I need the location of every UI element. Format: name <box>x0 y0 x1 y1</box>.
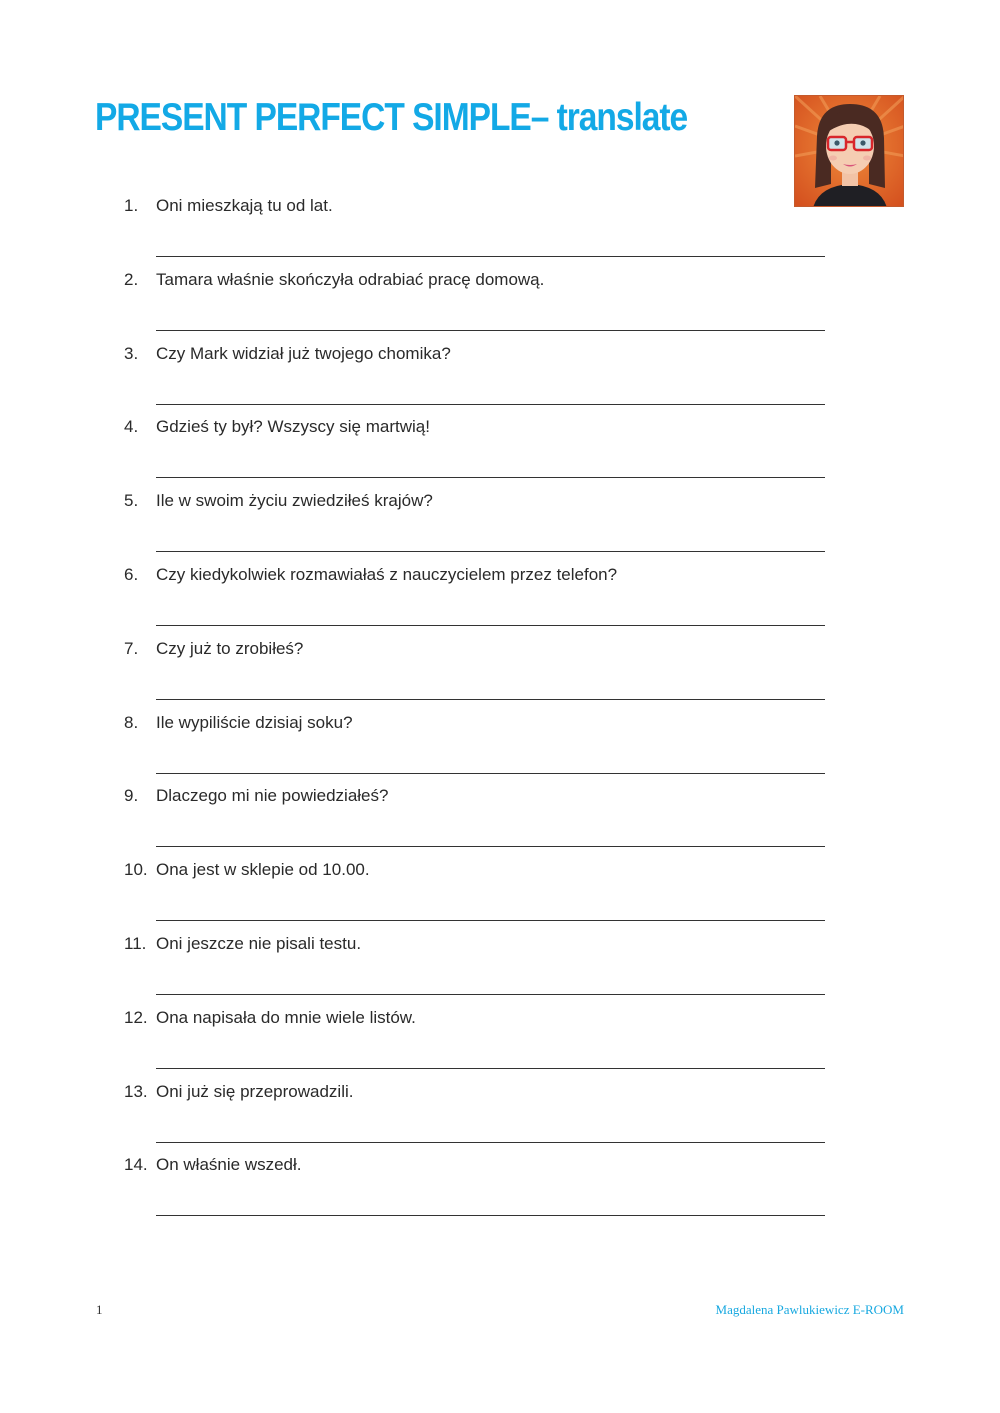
question-item <box>124 417 844 487</box>
answer-line[interactable] <box>156 1142 825 1143</box>
question-text: Dlaczego mi nie powiedziałeś? <box>156 786 389 806</box>
answer-line[interactable] <box>156 256 825 257</box>
question-item <box>124 713 844 783</box>
question-text: On właśnie wszedł. <box>156 1155 302 1175</box>
question-number: 8. <box>124 712 139 732</box>
question-number: 6. <box>124 565 139 584</box>
answer-line[interactable] <box>156 477 825 478</box>
question-number: 13. <box>124 1081 148 1101</box>
question-number: 2. <box>124 269 139 289</box>
question-item <box>124 196 844 266</box>
question-text: Czy Mark widział już twojego chomika? <box>156 343 451 363</box>
question-number: 14. <box>124 1155 148 1175</box>
answer-line[interactable] <box>156 773 825 774</box>
question-number: 1. <box>124 196 139 215</box>
question-text: Ona napisała do mnie wiele listów. <box>156 1007 416 1027</box>
answer-line[interactable] <box>156 330 825 331</box>
question-text: Ona jest w sklepie od 10.00. <box>156 860 370 880</box>
question-number: 10. <box>124 860 148 880</box>
question-item <box>124 1008 844 1078</box>
question-item <box>124 639 844 709</box>
question-text: Ile wypiliście dzisiaj soku? <box>156 712 353 732</box>
page-title: PRESENT PERFECT SIMPLE– translate <box>95 96 688 139</box>
question-item <box>124 786 844 856</box>
answer-line[interactable] <box>156 994 825 995</box>
question-item <box>124 565 844 635</box>
question-item <box>124 1155 844 1225</box>
answer-line[interactable] <box>156 551 825 552</box>
page-number: 1 <box>96 1302 103 1317</box>
answer-line[interactable] <box>156 404 825 405</box>
footer-author: Magdalena Pawlukiewicz E-ROOM <box>715 1302 904 1317</box>
question-text: Oni mieszkają tu od lat. <box>156 196 333 215</box>
question-item <box>124 1082 844 1152</box>
question-number: 5. <box>124 491 139 511</box>
answer-line[interactable] <box>156 920 825 921</box>
question-item <box>124 491 844 561</box>
question-text: Oni jeszcze nie pisali testu. <box>156 934 362 953</box>
question-text: Tamara właśnie skończyła odrabiać pracę domową. <box>156 269 545 289</box>
answer-line[interactable] <box>156 699 825 700</box>
answer-line[interactable] <box>156 846 825 847</box>
question-text: Czy kiedykolwiek rozmawiałaś z nauczycielem przez telefon? <box>156 565 618 584</box>
answer-line[interactable] <box>156 1068 825 1069</box>
question-item <box>124 860 844 930</box>
question-number: 4. <box>124 417 139 437</box>
answer-line[interactable] <box>156 625 825 626</box>
question-number: 12. <box>124 1007 148 1027</box>
question-item <box>124 934 844 1004</box>
question-text: Ile w swoim życiu zwiedziłeś krajów? <box>156 491 433 511</box>
question-text: Oni już się przeprowadzili. <box>156 1081 354 1101</box>
question-number: 11. <box>124 934 147 953</box>
question-item <box>124 344 844 414</box>
question-text: Gdzieś ty był? Wszyscy się martwią! <box>156 417 430 437</box>
question-number: 9. <box>124 786 139 806</box>
question-number: 3. <box>124 343 139 363</box>
answer-line[interactable] <box>156 1215 825 1216</box>
question-text: Czy już to zrobiłeś? <box>156 638 304 658</box>
question-item <box>124 270 844 340</box>
question-number: 7. <box>124 638 139 658</box>
